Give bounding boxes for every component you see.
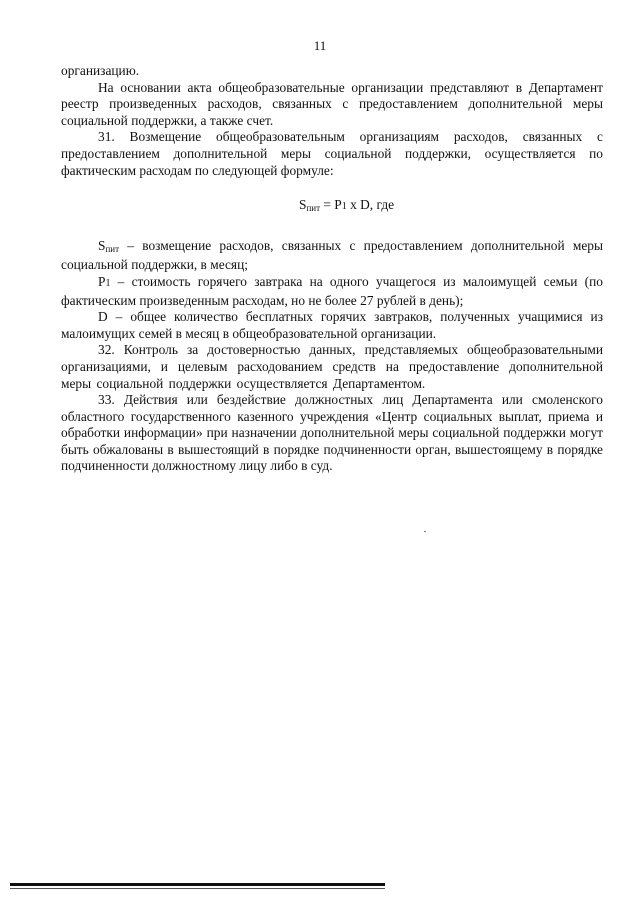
formula-s: S <box>299 197 307 213</box>
definition-p <box>61 274 603 309</box>
formula <box>61 197 603 217</box>
scan-speck <box>424 531 426 532</box>
formula-rest: x D, где <box>346 197 395 213</box>
paragraph-registry: На основании акта общеобразовательные организации представляют в Департамент реестр произведенных расходов, связанных с предоставлением дополнительной меры социальной поддержки, а также счет. <box>61 79 603 128</box>
definition-p-sub: 1 <box>105 277 111 289</box>
paragraph-31: 31. Возмещение общеобразовательным организациям расходов, связанных с предоставлением дополнительной меры социальной поддержки, осуществляется по фактическим расходам по следующей формуле: <box>61 129 603 178</box>
definition-d <box>61 309 603 342</box>
definition-p-symbol: P <box>98 273 106 289</box>
paragraph-continuation: организацию. <box>61 63 140 78</box>
definition-s-text: – возмещение расходов, связанных с предоставлением дополнительной меры социальной поддержки, в месяц; <box>61 237 603 273</box>
paragraph-33: 33. Действия или бездействие должностных лиц Департамента или смоленского областного государственного казенного учреждения «Центр социальных выплат, приема и обработки информации» при назначении дополнительной меры социальной поддержки могут быть обжалованы в вышестоящий в порядке подчиненности орган, вышестоящему в порядке подчиненности должностному лицу либо в суд. <box>61 392 603 474</box>
definition-p-text: – стоимость горячего завтрака на одного учащегося из малоимущей семьи (по фактическим произведенным расходам, но не более 27 рублей в день); <box>61 273 603 308</box>
definition-s <box>61 238 603 274</box>
formula-eq: = P <box>320 197 342 213</box>
page-number: 11 <box>313 38 327 53</box>
document-body <box>61 63 603 475</box>
definition-d-symbol: D <box>98 309 108 325</box>
formula-s-sub: пит <box>306 203 321 214</box>
footer-rule-thin <box>10 888 385 889</box>
definition-d-text: – общее количество бесплатных горячих завтраков, полученных учащимися из малоимущих семей в месяц в общеобразовательной организации. <box>61 309 603 341</box>
footer-rule <box>10 883 385 886</box>
definition-s-sub: пит <box>105 243 120 254</box>
formula-p-sub: 1 <box>341 201 347 213</box>
definition-s-symbol: S <box>98 237 106 253</box>
paragraph-32: 32. Контроль за достоверностью данных, представляемых общеобразовательными организациями, и целевым расходованием средств на предоставление дополнительной меры социальной поддержки осуществляется Департаментом. <box>61 342 603 391</box>
